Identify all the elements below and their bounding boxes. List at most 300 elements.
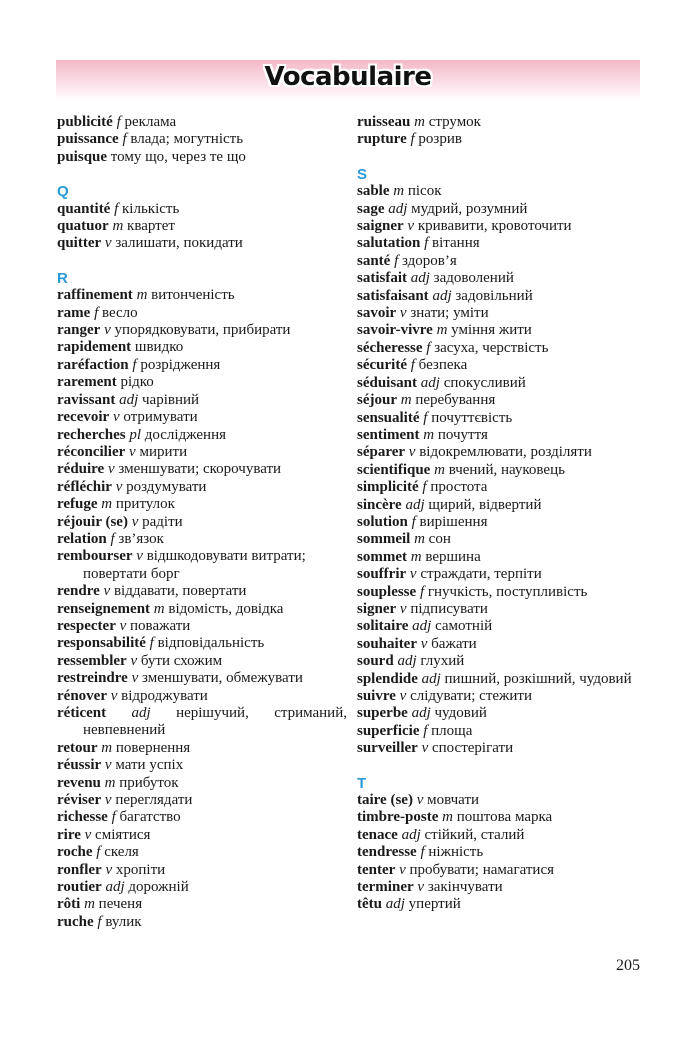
- vocabulary-entry: [357, 827, 647, 844]
- translation: печеня: [98, 896, 143, 913]
- vocabulary-entry: [357, 844, 647, 861]
- headword: signer: [357, 600, 397, 617]
- vocabulary-entry: [357, 497, 647, 514]
- translation: закінчувати: [427, 879, 503, 896]
- grammar-label: f: [96, 844, 101, 861]
- translation: знати; уміти: [410, 305, 489, 322]
- vocabulary-entry: [57, 131, 347, 148]
- vocabulary-entry: [357, 357, 647, 374]
- headword: timbre-poste: [357, 809, 439, 826]
- vocabulary-entry: [357, 531, 647, 548]
- vocabulary-entry: [357, 270, 647, 287]
- translation: страждати, терпіти: [420, 566, 542, 583]
- translation: реклама: [124, 114, 177, 130]
- headword: rire: [57, 826, 81, 843]
- headword: ruisseau: [357, 114, 411, 130]
- headword: sensualité: [357, 409, 420, 426]
- translation: кривавити, кровоточити: [417, 218, 572, 235]
- headword: rapidement: [57, 339, 132, 356]
- grammar-label: adj: [420, 374, 440, 391]
- grammar-label: v: [409, 566, 417, 583]
- translation: залишати, покидати: [115, 235, 243, 252]
- grammar-label: adj: [410, 270, 430, 287]
- vocabulary-entry: [57, 635, 347, 652]
- grammar-label: adj: [397, 653, 417, 670]
- grammar-label: f: [132, 356, 137, 373]
- grammar-label: adj: [412, 618, 432, 635]
- vocabulary-entry: [357, 671, 647, 688]
- translation: відповідальність: [157, 635, 265, 652]
- headword: santé: [357, 252, 391, 269]
- translation: глухий: [420, 653, 465, 670]
- headword: ronfler: [57, 861, 102, 878]
- headword: suivre: [357, 688, 396, 704]
- translation: безпека: [418, 357, 468, 374]
- vocabulary-entry: [57, 218, 347, 235]
- translation: мати успіх: [115, 757, 184, 774]
- section-letter: R: [57, 269, 68, 287]
- vocabulary-entry: [57, 792, 347, 809]
- translation: спостерігати: [432, 740, 514, 757]
- headword: routier: [57, 879, 102, 896]
- translation: притулок: [115, 496, 175, 513]
- headword: sourd: [357, 653, 394, 670]
- vocabulary-entry: [357, 131, 647, 148]
- vocabulary-entry: [357, 201, 647, 218]
- translation: бути схожим: [140, 652, 223, 669]
- translation: задовільний: [455, 287, 533, 304]
- grammar-label: m: [414, 531, 425, 548]
- section-letter: T: [357, 774, 367, 792]
- headword: sommet: [357, 548, 407, 565]
- grammar-label: m: [436, 322, 448, 339]
- page-number: 205: [616, 957, 640, 974]
- headword: salutation: [357, 235, 421, 252]
- headword: réfléchir: [57, 478, 112, 495]
- page-title: Vocabulaire: [264, 62, 432, 92]
- headword: ranger: [57, 322, 101, 339]
- headword: réticent: [57, 705, 107, 721]
- vocabulary-entry: [57, 444, 347, 461]
- vocabulary-entry: [57, 809, 347, 826]
- vocabulary-entry: [357, 618, 647, 635]
- vocabulary-entry: [357, 792, 647, 809]
- headword: quatuor: [57, 218, 109, 235]
- headword: sage: [357, 200, 385, 217]
- translation: пісок: [407, 183, 442, 200]
- grammar-label: v: [399, 688, 407, 704]
- grammar-label: f: [394, 252, 399, 269]
- translation: влада; могутність: [130, 131, 244, 148]
- grammar-label: v: [408, 444, 416, 461]
- translation: зв’язок: [118, 530, 164, 547]
- translation: відроджувати: [121, 687, 208, 704]
- grammar-label: adj: [405, 496, 425, 513]
- vocabulary-entry: [57, 287, 347, 304]
- headword: souffrir: [357, 566, 407, 583]
- translation: дорожній: [128, 879, 189, 896]
- headword: rembourser: [57, 548, 133, 565]
- headword: roche: [57, 844, 93, 861]
- grammar-label: f: [419, 583, 425, 600]
- vocabulary-entry: [357, 549, 647, 566]
- translation: упертий: [408, 896, 461, 913]
- grammar-label: m: [410, 548, 422, 565]
- translation: слідувати; стежити: [410, 688, 533, 704]
- vocabulary-entry: [57, 775, 347, 792]
- vocabulary-entry: [57, 740, 347, 757]
- translation: повернення: [115, 739, 191, 756]
- vocabulary-entry: [57, 339, 347, 356]
- vocabulary-entry: [357, 444, 647, 461]
- headword: scientifique: [357, 461, 431, 478]
- grammar-label: v: [416, 792, 424, 809]
- vocabulary-entry: [357, 479, 647, 496]
- headword: sable: [357, 183, 390, 200]
- translation: площа: [431, 722, 473, 739]
- grammar-label: f: [116, 114, 121, 130]
- headword: refuge: [57, 496, 98, 513]
- grammar-label: v: [107, 461, 115, 478]
- grammar-label: f: [114, 200, 119, 217]
- vocabulary-entry: [357, 862, 647, 879]
- headword: souplesse: [357, 583, 417, 600]
- grammar-label: f: [110, 530, 115, 547]
- translation: сміятися: [95, 826, 151, 843]
- vocabulary-entry: [357, 288, 647, 305]
- headword: surveiller: [357, 740, 418, 757]
- grammar-label: adj: [432, 287, 452, 304]
- vocabulary-entry: [357, 392, 647, 409]
- headword: sécheresse: [357, 339, 423, 356]
- grammar-label: m: [104, 774, 116, 791]
- translation: відомість, довідка: [168, 600, 284, 617]
- vocabulary-entry: [357, 740, 647, 757]
- headword: quantité: [57, 200, 111, 217]
- headword: réduire: [57, 461, 105, 478]
- vocabulary-entry: [357, 218, 647, 235]
- headword: saigner: [357, 218, 404, 235]
- translation: дослідження: [144, 426, 226, 443]
- vocabulary-column-right: [357, 114, 647, 914]
- grammar-label: v: [136, 548, 143, 565]
- translation: простота: [430, 479, 488, 496]
- translation: поштова марка: [456, 809, 553, 826]
- title-banner: [56, 60, 640, 100]
- headword: rupture: [357, 131, 407, 148]
- translation: вирішення: [419, 513, 488, 530]
- vocabulary-entry: [57, 357, 347, 374]
- grammar-label: v: [115, 478, 123, 495]
- grammar-label: f: [111, 809, 116, 826]
- translation: квартет: [127, 218, 175, 235]
- translation: ніжність: [428, 844, 484, 861]
- translation: мовчати: [427, 792, 480, 809]
- grammar-label: v: [103, 583, 111, 600]
- translation: упорядковувати, прибирати: [114, 322, 291, 339]
- grammar-label: adj: [388, 200, 408, 217]
- translation: отримувати: [123, 409, 198, 426]
- vocabulary-entry: [357, 235, 647, 252]
- vocabulary-entry: [57, 479, 347, 496]
- translation: відокремлювати, розділяти: [419, 444, 592, 461]
- headword: tenace: [357, 826, 398, 843]
- vocabulary-entry: [57, 844, 347, 861]
- grammar-label: v: [130, 652, 138, 669]
- headword: superficie: [357, 722, 420, 739]
- vocabulary-entry: [357, 322, 647, 339]
- grammar-label: v: [421, 740, 429, 757]
- grammar-label: m: [393, 183, 405, 200]
- grammar-label: adj: [385, 896, 405, 913]
- translation: задоволений: [433, 270, 514, 287]
- translation: нерішучий, стриманий, невпевнений: [83, 705, 347, 739]
- grammar-label: v: [399, 861, 406, 878]
- translation: роздумувати: [126, 478, 207, 495]
- headword: rame: [57, 304, 91, 321]
- grammar-label: m: [101, 496, 113, 513]
- translation: відшкодовувати витрати; повертати борг: [83, 548, 306, 582]
- headword: quitter: [57, 235, 102, 252]
- headword: revenu: [57, 774, 101, 791]
- translation: розрідження: [140, 356, 221, 373]
- vocabulary-entry: [57, 114, 347, 131]
- vocabulary-entry: [357, 879, 647, 896]
- grammar-label: f: [97, 913, 102, 930]
- headword: raffinement: [57, 287, 133, 304]
- headword: ressembler: [57, 652, 127, 669]
- translation: засуха, черствість: [434, 339, 549, 356]
- vocabulary-entry: [57, 896, 347, 913]
- translation: зменшувати; скорочувати: [118, 461, 282, 478]
- headword: réconcilier: [57, 443, 126, 460]
- grammar-label: f: [423, 409, 428, 426]
- vocabulary-entry: [57, 149, 347, 166]
- headword: rôti: [57, 896, 81, 913]
- translation: хропіти: [115, 861, 166, 878]
- grammar-label: v: [104, 792, 112, 809]
- vocabulary-entry: [57, 374, 347, 391]
- translation: весло: [101, 304, 138, 321]
- vocabulary-entry: [57, 827, 347, 844]
- headword: puissance: [57, 131, 119, 148]
- headword: savoir-vivre: [357, 322, 433, 339]
- translation: почуття: [437, 426, 488, 443]
- vocabulary-entry: [57, 653, 347, 670]
- headword: recherches: [57, 426, 126, 443]
- headword: respecter: [57, 617, 116, 634]
- vocabulary-entry: [57, 548, 347, 583]
- vocabulary-entry: [357, 410, 647, 427]
- vocabulary-entry: [357, 340, 647, 357]
- grammar-label: v: [104, 322, 111, 339]
- grammar-label: m: [400, 392, 412, 409]
- translation: швидко: [134, 339, 184, 356]
- vocabulary-entry: [57, 531, 347, 548]
- vocabulary-column-left: [57, 114, 347, 931]
- headword: séjour: [357, 392, 397, 409]
- grammar-label: f: [122, 131, 127, 148]
- vocabulary-entry: [357, 462, 647, 479]
- vocabulary-entry: [57, 392, 347, 409]
- headword: ruche: [57, 913, 94, 930]
- grammar-label: v: [105, 861, 113, 878]
- headword: sentiment: [357, 426, 420, 443]
- headword: terminer: [357, 879, 414, 896]
- vocabulary-entry: [57, 427, 347, 444]
- translation: вчений, науковець: [448, 461, 565, 478]
- vocabulary-entry: [357, 514, 647, 531]
- translation: прибуток: [119, 774, 179, 791]
- section-letter: S: [357, 165, 368, 183]
- translation: віддавати, повертати: [113, 583, 247, 600]
- headword: ravissant: [57, 391, 116, 408]
- translation: бажати: [431, 635, 477, 652]
- headword: simplicité: [357, 479, 419, 496]
- grammar-label: v: [399, 600, 407, 617]
- grammar-label: v: [84, 826, 92, 843]
- grammar-label: adj: [401, 826, 421, 843]
- vocabulary-entry: [57, 862, 347, 879]
- vocabulary-entry: [57, 235, 347, 252]
- vocabulary-entry: [57, 618, 347, 635]
- headword: solitaire: [357, 618, 409, 635]
- vocabulary-entry: [357, 601, 647, 618]
- vocabulary-entry: [57, 409, 347, 426]
- vocabulary-entry: [57, 514, 347, 531]
- grammar-label: f: [149, 635, 154, 652]
- headword: renseignement: [57, 600, 151, 617]
- grammar-label: f: [410, 357, 415, 374]
- headword: sécurité: [357, 357, 407, 374]
- translation: витонченість: [151, 287, 235, 304]
- headword: raréfaction: [57, 356, 129, 373]
- vocabulary-entry: [57, 688, 347, 705]
- vocabulary-entry: [57, 496, 347, 513]
- translation: самотній: [435, 618, 493, 635]
- headword: séduisant: [357, 374, 418, 391]
- headword: recevoir: [57, 409, 110, 426]
- grammar-label: m: [434, 461, 445, 478]
- translation: струмок: [428, 114, 481, 130]
- translation: кількість: [122, 200, 180, 217]
- headword: sincère: [357, 496, 402, 513]
- translation: спокусливий: [443, 374, 526, 391]
- headword: réjouir (se): [57, 513, 128, 530]
- headword: puisque: [57, 148, 108, 165]
- headword: superbe: [357, 705, 408, 722]
- grammar-label: m: [136, 287, 148, 304]
- headword: réussir: [57, 757, 102, 774]
- headword: relation: [57, 530, 107, 547]
- translation: вітання: [432, 235, 480, 252]
- headword: splendide: [357, 670, 418, 687]
- headword: rénover: [57, 687, 107, 704]
- vocabulary-entry: [357, 636, 647, 653]
- headword: responsabilité: [57, 635, 146, 652]
- translation: щирий, відвертий: [428, 496, 542, 513]
- vocabulary-entry: [57, 322, 347, 339]
- vocabulary-entry: [357, 653, 647, 670]
- translation: зменшувати, обмежувати: [142, 670, 303, 687]
- vocabulary-entry: [357, 427, 647, 444]
- vocabulary-entry: [357, 375, 647, 392]
- translation: рідко: [120, 374, 154, 391]
- headword: sommeil: [357, 531, 411, 548]
- headword: savoir: [357, 305, 397, 322]
- translation: сон: [428, 531, 451, 548]
- translation: тому що, через те що: [110, 148, 246, 165]
- grammar-label: m: [423, 426, 435, 443]
- translation: скеля: [104, 844, 139, 861]
- vocabulary-entry: [57, 670, 347, 687]
- vocabulary-entry: [57, 757, 347, 774]
- vocabulary-entry: [57, 705, 347, 740]
- vocabulary-entry: [57, 461, 347, 478]
- grammar-label: adj: [105, 879, 125, 896]
- grammar-label: m: [84, 896, 95, 913]
- translation: чудовий: [434, 705, 487, 722]
- translation: почуттєвість: [431, 409, 513, 426]
- vocabulary-entry: [357, 688, 647, 705]
- translation: радіти: [142, 513, 183, 530]
- grammar-label: m: [414, 114, 425, 130]
- translation: пробувати; намагатися: [409, 861, 555, 878]
- vocabulary-entry: [357, 253, 647, 270]
- grammar-label: f: [426, 339, 431, 356]
- translation: вулик: [105, 913, 142, 930]
- headword: taire (se): [357, 792, 413, 809]
- vocabulary-entry: [357, 183, 647, 200]
- translation: мирити: [139, 443, 188, 460]
- headword: têtu: [357, 896, 382, 913]
- vocabulary-entry: [357, 114, 647, 131]
- headword: séparer: [357, 444, 406, 461]
- translation: розрив: [418, 131, 462, 148]
- translation: мудрий, розумний: [411, 200, 528, 217]
- headword: retour: [57, 739, 98, 756]
- translation: переглядати: [115, 792, 193, 809]
- headword: réviser: [57, 792, 102, 809]
- translation: чарівний: [142, 391, 200, 408]
- grammar-label: v: [110, 687, 118, 704]
- translation: здоров’я: [402, 252, 457, 269]
- vocabulary-entry: [357, 305, 647, 322]
- headword: richesse: [57, 809, 108, 826]
- translation: перебування: [415, 392, 496, 409]
- headword: satisfaisant: [357, 287, 429, 304]
- vocabulary-entry: [357, 809, 647, 826]
- grammar-label: v: [131, 513, 139, 530]
- translation: уміння жити: [451, 322, 532, 339]
- grammar-label: adj: [119, 391, 139, 408]
- vocabulary-entry: [57, 879, 347, 896]
- grammar-label: adj: [411, 705, 431, 722]
- grammar-label: m: [101, 739, 113, 756]
- grammar-label: v: [417, 879, 425, 896]
- vocabulary-entry: [357, 566, 647, 583]
- headword: restreindre: [57, 670, 128, 687]
- grammar-label: adj: [131, 705, 151, 721]
- grammar-label: m: [112, 218, 124, 235]
- headword: souhaiter: [357, 635, 417, 652]
- grammar-label: f: [411, 513, 416, 530]
- grammar-label: adj: [421, 670, 441, 687]
- grammar-label: pl: [129, 426, 142, 443]
- headword: tenter: [357, 861, 396, 878]
- translation: вершина: [425, 548, 481, 565]
- grammar-label: v: [104, 757, 112, 774]
